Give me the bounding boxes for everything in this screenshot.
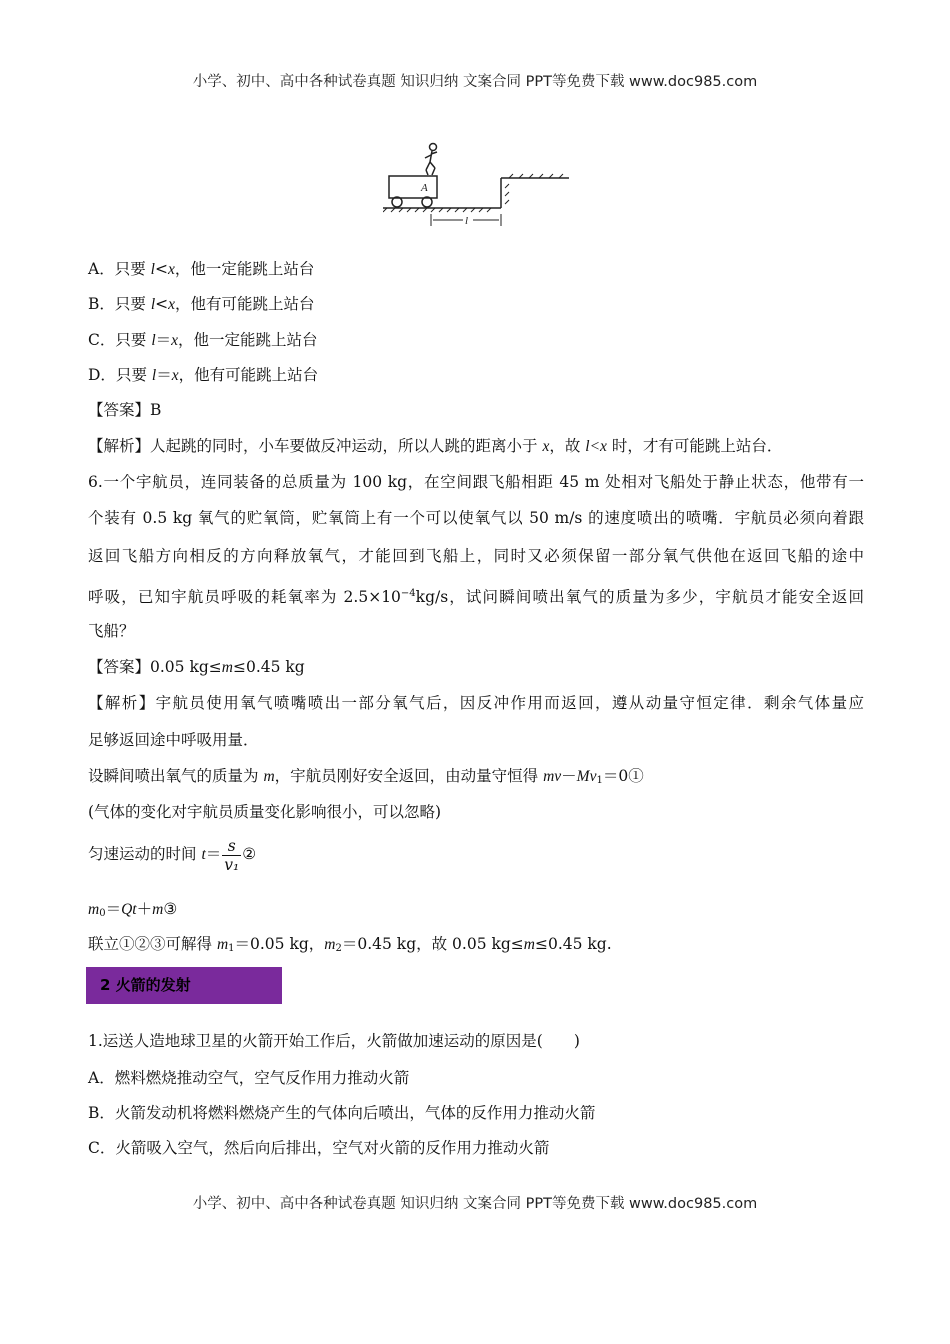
q7-option-c: C．火箭吸入空气，然后向后排出，空气对火箭的反作用力推动火箭	[88, 1139, 550, 1157]
page-footer: 小学、初中、高中各种试卷真题 知识归纳 文案合同 PPT等免费下载 www.doc985.com	[192, 1196, 758, 1212]
q6-line-4: 呼吸，已知宇航员呼吸的耗氧率为 $2.5\times 10^{-4}kg/s$，试问瞬间喷出氧气的质量为多少，宇航员才能安全返回	[88, 588, 864, 606]
q6-analysis-line-1: 【解析】宇航员使用氧气喷嘴喷出一部分氧气后，因反冲作用而返回，遵从动量守恒定律．剩余气体量应	[88, 694, 864, 712]
cart-platform-figure	[383, 140, 573, 232]
q7-stem: 1.运送人造地球卫星的火箭开始工作后，火箭做加速运动的原因是( )	[88, 1032, 580, 1050]
q5-option-d: D．只要 l＝x，他有可能跳上站台	[88, 366, 319, 384]
q7-option-a: A．燃料燃烧推动空气，空气反作用力推动火箭	[88, 1069, 410, 1087]
q6-line-1: 6.一个宇航员，连同装备的总质量为 100 kg，在空间跟飞船相距 45 m 处相对飞船处于静止状态，他带有一	[88, 473, 864, 491]
q6-equation-1: 设瞬间喷出氧气的质量为 m，宇航员刚好安全返回，由动量守恒得 $mv-Mv_1=0①$	[88, 767, 644, 786]
page-header: 小学、初中、高中各种试卷真题 知识归纳 文案合同 PPT等免费下载 www.doc985.com	[192, 74, 758, 90]
cart-label: A	[421, 182, 428, 194]
q6-line-5: 飞船？	[88, 622, 135, 640]
q6-equation-3: $m_0=Qt+m③$	[88, 900, 178, 919]
q5-answer: 【答案】B	[88, 401, 162, 419]
q5-option-a: A．只要 l<x，他一定能跳上站台	[88, 260, 315, 278]
distance-label: l	[465, 215, 469, 227]
q6-final: 联立①②③可解得 $m_1=0.05$ kg，$m_2=0.45$ kg，故 0.05 kg≤m≤0.45 kg.	[88, 935, 612, 954]
section-title-banner: 2 火箭的发射	[86, 967, 282, 1004]
q6-note: (气体的变化对宇航员质量变化影响很小，可以忽略)	[88, 803, 442, 821]
q5-option-b: B．只要 l<x，他有可能跳上站台	[88, 295, 315, 313]
q6-answer: 【答案】0.05 kg≤m≤0.45 kg	[88, 658, 305, 676]
q5-option-c: C．只要 l＝x，他一定能跳上站台	[88, 331, 318, 349]
q7-option-b: B．火箭发动机将燃料燃烧产生的气体向后喷出，气体的反作用力推动火箭	[88, 1104, 596, 1122]
q6-line-2: 个装有 0.5 kg 氧气的贮氧筒，贮氧筒上有一个可以使氧气以 50 m/s 的速度喷出的喷嘴．宇航员必须向着跟	[88, 509, 864, 527]
q6-analysis-line-2: 足够返回途中呼吸用量．	[88, 731, 259, 749]
time-fraction: $\frac{s}{\text{v₁}}$	[224, 836, 240, 874]
q5-analysis: 【解析】人起跳的同时，小车要做反冲运动，所以人跳的距离小于 x，故 l<x 时，才有可能跳上站台．	[88, 437, 783, 455]
q6-equation-2: 匀速运动的时间 t＝ $\frac{s}{\text{v₁}}$ ②	[88, 836, 257, 874]
q6-line-3: 返回飞船方向相反的方向释放氧气，才能回到飞船上，同时又必须保留一部分氧气供他在返回飞船的途中	[88, 547, 864, 565]
